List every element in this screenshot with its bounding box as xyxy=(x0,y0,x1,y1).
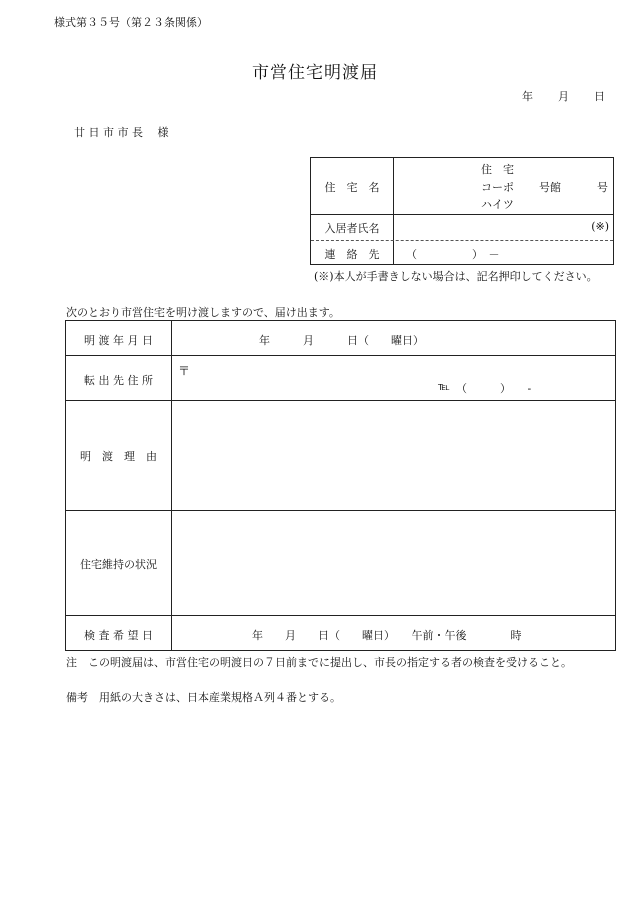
contact-format: （ ） － xyxy=(406,248,500,261)
contact-label: 連 絡 先 xyxy=(324,248,380,261)
residence-name-label: 住 宅 名 xyxy=(324,181,380,194)
vacate-table xyxy=(65,320,616,651)
date-year-label: 年 xyxy=(522,90,533,103)
lead-text: 次のとおり市営住宅を明け渡しますので、届け出ます。 xyxy=(66,306,340,319)
handwriting-note: (※)本人が手書きしない場合は、記名押印してください。 xyxy=(314,270,598,283)
maintenance-field[interactable] xyxy=(172,511,615,615)
addressee: 廿 日 市 市 長 様 xyxy=(74,126,169,139)
applicant-box xyxy=(310,157,614,265)
contact-field[interactable] xyxy=(394,241,613,265)
occupant-name-field[interactable] xyxy=(394,215,613,240)
reason-field[interactable] xyxy=(172,401,615,510)
building-suffix: 号館 xyxy=(539,181,561,194)
tel-mark: ℡ xyxy=(438,380,450,393)
occupant-name-label: 入居者氏名 xyxy=(324,222,380,235)
page-title: 市営住宅明渡届 xyxy=(252,63,378,83)
tel-format: （ ） - xyxy=(456,382,532,395)
residence-type-corpo: コーポ xyxy=(481,181,514,194)
reason-label: 明 渡 理 由 xyxy=(80,450,157,463)
postal-mark: 〒 xyxy=(178,364,191,378)
inspection-date-field[interactable] xyxy=(172,616,615,651)
room-suffix: 号 xyxy=(597,181,608,194)
residence-type-jutaku: 住 宅 xyxy=(481,163,514,176)
date-month-label: 月 xyxy=(558,90,569,103)
residence-type-heights: ハイツ xyxy=(481,198,514,211)
new-address-label: 転 出 先 住 所 xyxy=(84,374,153,387)
new-address-field[interactable] xyxy=(172,356,615,400)
occupant-mark: (※) xyxy=(591,220,609,233)
submission-note: 注 この明渡届は、市営住宅の明渡日の７日前までに提出し、市長の指定する者の検査を受けること。 xyxy=(66,656,572,669)
vacate-date-label: 明 渡 年 月 日 xyxy=(84,334,153,347)
inspection-date-label: 検 査 希 望 日 xyxy=(84,629,153,642)
date-day-label: 日 xyxy=(594,90,605,103)
vacate-date-format: 年 月 日（ 曜日） xyxy=(259,334,424,347)
inspection-date-format: 年 月 日（ 曜日） 午前・午後 時 xyxy=(252,629,522,642)
paper-size-note: 備考 用紙の大きさは、日本産業規格Ａ列４番とする。 xyxy=(66,691,341,704)
vacate-date-field[interactable] xyxy=(172,321,615,355)
maintenance-label: 住宅維持の状況 xyxy=(80,558,157,571)
form-number: 様式第３５号（第２３条関係） xyxy=(54,16,208,29)
residence-name-field[interactable] xyxy=(311,158,613,214)
